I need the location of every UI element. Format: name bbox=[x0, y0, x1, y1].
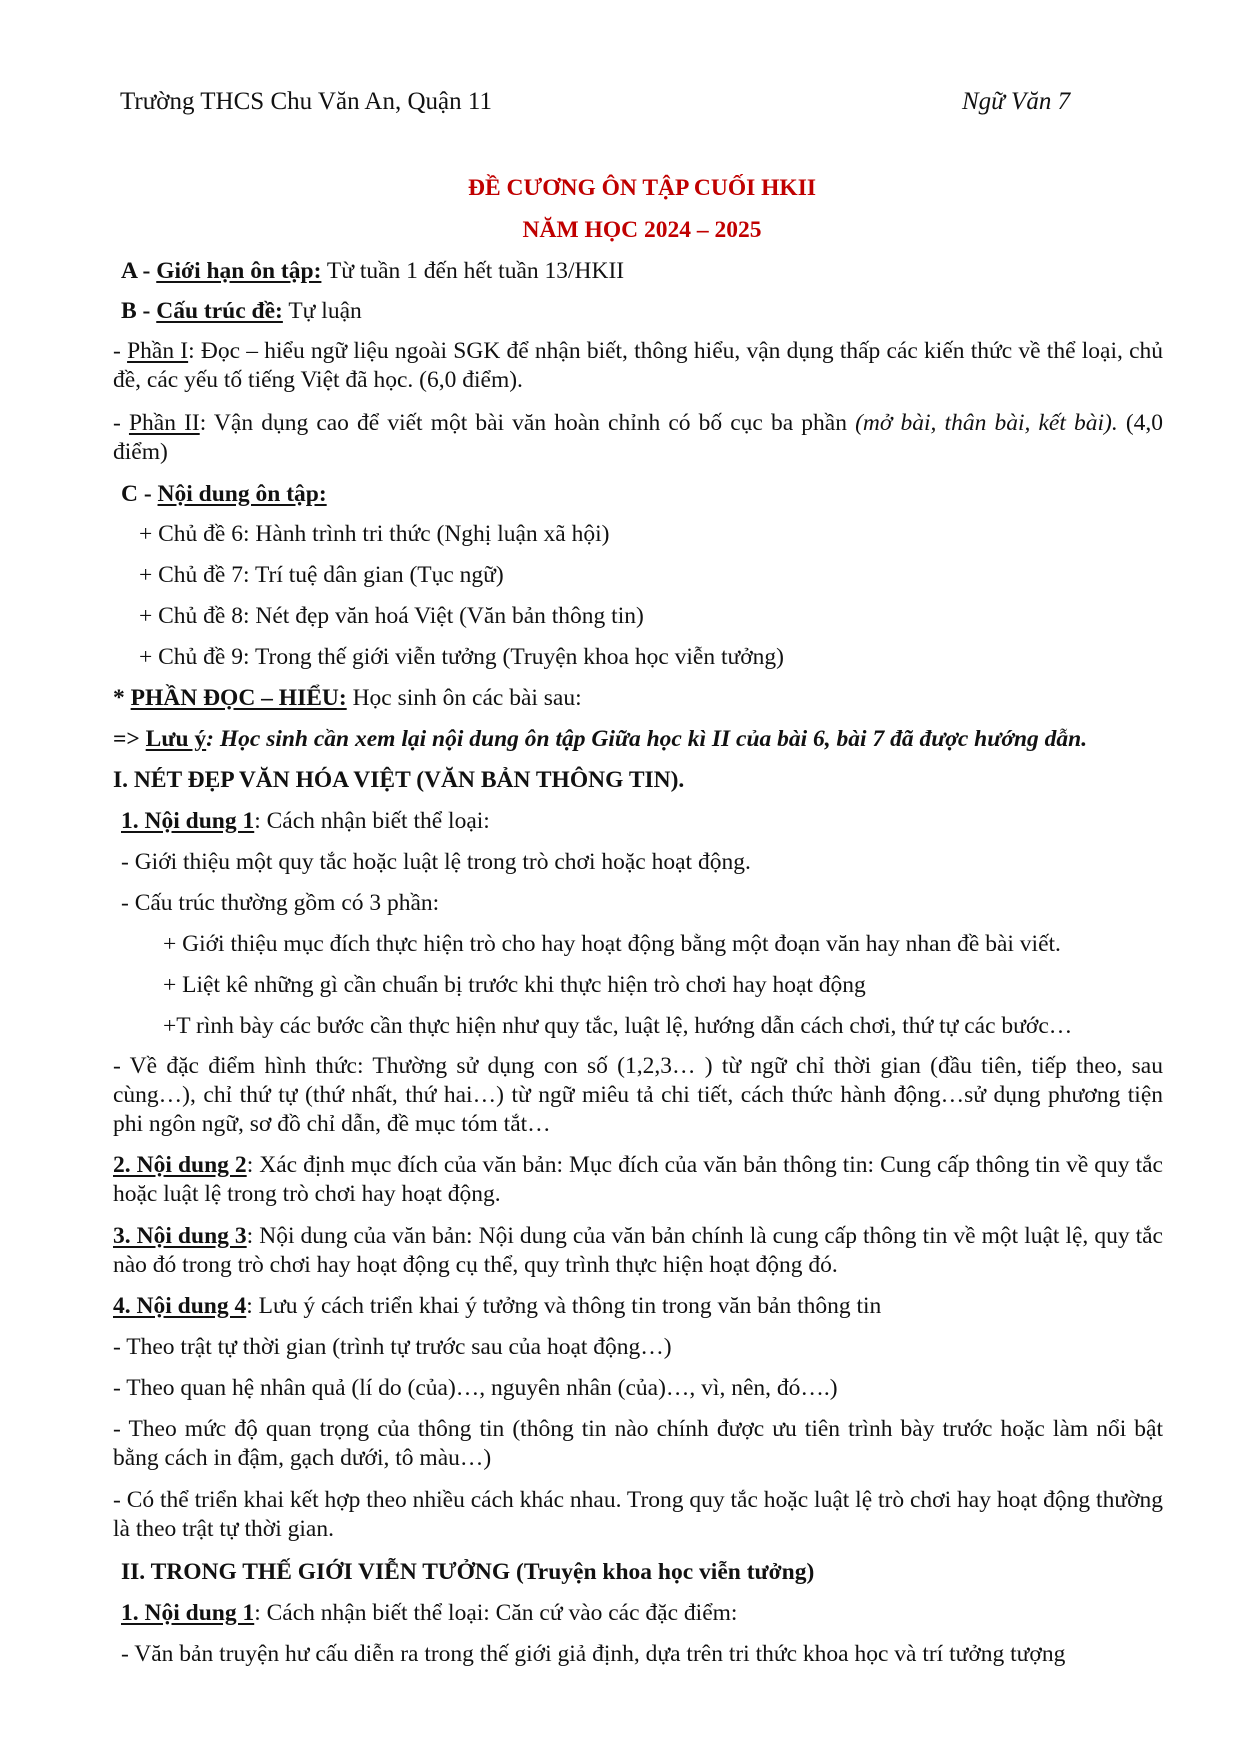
s1-form-paragraph: - Về đặc điểm hình thức: Thường sử dụng con số (1,2,3… ) từ ngữ chỉ thời gian (đầu tiên, tiếp theo, sau cùng…), chỉ thứ tự (thứ nhất, thứ hai…) từ ngữ miêu tả chi tiết, cách thức hành động…sử dụng phương tiện phi ngôn ngữ, sơ đồ chỉ dẫn, đề mục tóm tắt… bbox=[113, 1053, 1163, 1137]
section-1-heading: I. NÉT ĐẸP VĂN HÓA VIỆT (VĂN BẢN THÔNG TIN). bbox=[113, 767, 685, 793]
reading-section: * PHẦN ĐỌC – HIỂU: Học sinh ôn các bài sau: bbox=[113, 685, 582, 711]
topic-item: + Chủ đề 6: Hành trình tri thức (Nghị luận xã hội) bbox=[139, 521, 610, 547]
section-a: A - Giới hạn ôn tập: Từ tuần 1 đến hết tuần 13/HKII bbox=[121, 258, 625, 284]
part-one: - Phần I: Đọc – hiểu ngữ liệu ngoài SGK để nhận biết, thông hiểu, vận dụng thấp các kiến thức về thể loại, chủ đề, các yếu tố tiếng Việt đã học. (6,0 điểm). bbox=[113, 338, 1164, 393]
s1-sub-item: + Liệt kê những gì cần chuẩn bị trước khi thực hiện trò chơi hay hoạt động bbox=[163, 972, 866, 998]
s1-line: - Theo trật tự thời gian (trình tự trước sau của hoạt động…) bbox=[113, 1334, 672, 1360]
part-one-label: Phần I bbox=[127, 338, 189, 364]
topic-item: + Chủ đề 9: Trong thế giới viễn tưởng (Truyện khoa học viễn tưởng) bbox=[139, 644, 784, 670]
section-b-label: Cấu trúc đề: bbox=[156, 298, 283, 324]
s1-line: - Có thể triển khai kết hợp theo nhiều cách khác nhau. Trong quy tắc hoặc luật lệ trò chơi hay hoạt động thường là theo trật tự thời gian. bbox=[113, 1487, 1163, 1542]
note: => Lưu ý: Học sinh cần xem lại nội dung ôn tập Giữa học kì II của bài 6, bài 7 đã được hướng dẫn. bbox=[113, 726, 1088, 752]
s2-content-1: 1. Nội dung 1: Cách nhận biết thể loại: Căn cứ vào các đặc điểm: bbox=[121, 1600, 738, 1626]
s2-line: - Văn bản truyện hư cấu diễn ra trong thế giới giả định, dựa trên tri thức khoa học và trí tưởng tượng bbox=[121, 1641, 1066, 1667]
school-name: Trường THCS Chu Văn An, Quận 11 bbox=[120, 88, 492, 115]
topic-item: + Chủ đề 8: Nét đẹp văn hoá Việt (Văn bản thông tin) bbox=[139, 603, 644, 629]
section-a-label: Giới hạn ôn tập: bbox=[156, 258, 322, 284]
s1-content-1: 1. Nội dung 1: Cách nhận biết thể loại: bbox=[121, 808, 490, 834]
section-c-label: Nội dung ôn tập: bbox=[157, 481, 327, 507]
section-2-heading: II. TRONG THẾ GIỚI VIỄN TƯỞNG (Truyện khoa học viễn tưởng) bbox=[121, 1559, 815, 1585]
s1-sub-item: + Giới thiệu mục đích thực hiện trò cho hay hoạt động bằng một đoạn văn hay nhan đề bài viết. bbox=[163, 931, 1061, 957]
note-label: Lưu ý bbox=[145, 726, 207, 752]
section-b: B - Cấu trúc đề: Tự luận bbox=[121, 298, 362, 324]
school-year: NĂM HỌC 2024 – 2025 bbox=[522, 217, 762, 243]
s1-line: - Theo quan hệ nhân quả (lí do (của)…, nguyên nhân (của)…, vì, nên, đó….) bbox=[113, 1375, 838, 1401]
reading-label: PHẦN ĐỌC – HIỂU: bbox=[130, 685, 347, 711]
subject-name: Ngữ Văn 7 bbox=[962, 88, 1071, 115]
topic-item: + Chủ đề 7: Trí tuệ dân gian (Tục ngữ) bbox=[139, 562, 504, 588]
part-two: - Phần II: Vận dụng cao để viết một bài văn hoàn chỉnh có bố cục ba phần (mở bài, thân bài, kết bài). (4,0 điểm) bbox=[113, 410, 1164, 465]
s1-line: - Cấu trúc thường gồm có 3 phần: bbox=[121, 890, 440, 916]
s1-content-3: 3. Nội dung 3: Nội dung của văn bản: Nội dung của văn bản chính là cung cấp thông tin về một luật lệ, quy tắc nào đó trong trò chơi hay hoạt động cụ thể, quy trình thực hiện hoạt động đó. bbox=[113, 1223, 1163, 1278]
s1-content-4: 4. Nội dung 4: Lưu ý cách triển khai ý tưởng và thông tin trong văn bản thông tin bbox=[113, 1293, 882, 1319]
s1-content-2: 2. Nội dung 2: Xác định mục đích của văn bản: Mục đích của văn bản thông tin: Cung cấp thông tin về quy tắc hoặc luật lệ trong trò chơi hay hoạt động. bbox=[113, 1152, 1163, 1207]
part-two-label: Phần II bbox=[128, 410, 200, 436]
s1-line: - Theo mức độ quan trọng của thông tin (thông tin nào chính được ưu tiên trình bày trước hoặc làm nổi bật bằng cách in đậm, gạch dưới, tô màu…) bbox=[113, 1416, 1163, 1471]
s1-sub-item: +T rình bày các bước cần thực hiện như quy tắc, luật lệ, hướng dẫn cách chơi, thứ tự các bước… bbox=[163, 1013, 1073, 1039]
s1-line: - Giới thiệu một quy tắc hoặc luật lệ trong trò chơi hoặc hoạt động. bbox=[121, 849, 751, 875]
document-title: ĐỀ CƯƠNG ÔN TẬP CUỐI HKII bbox=[468, 175, 816, 201]
section-c: C - Nội dung ôn tập: bbox=[121, 481, 327, 507]
